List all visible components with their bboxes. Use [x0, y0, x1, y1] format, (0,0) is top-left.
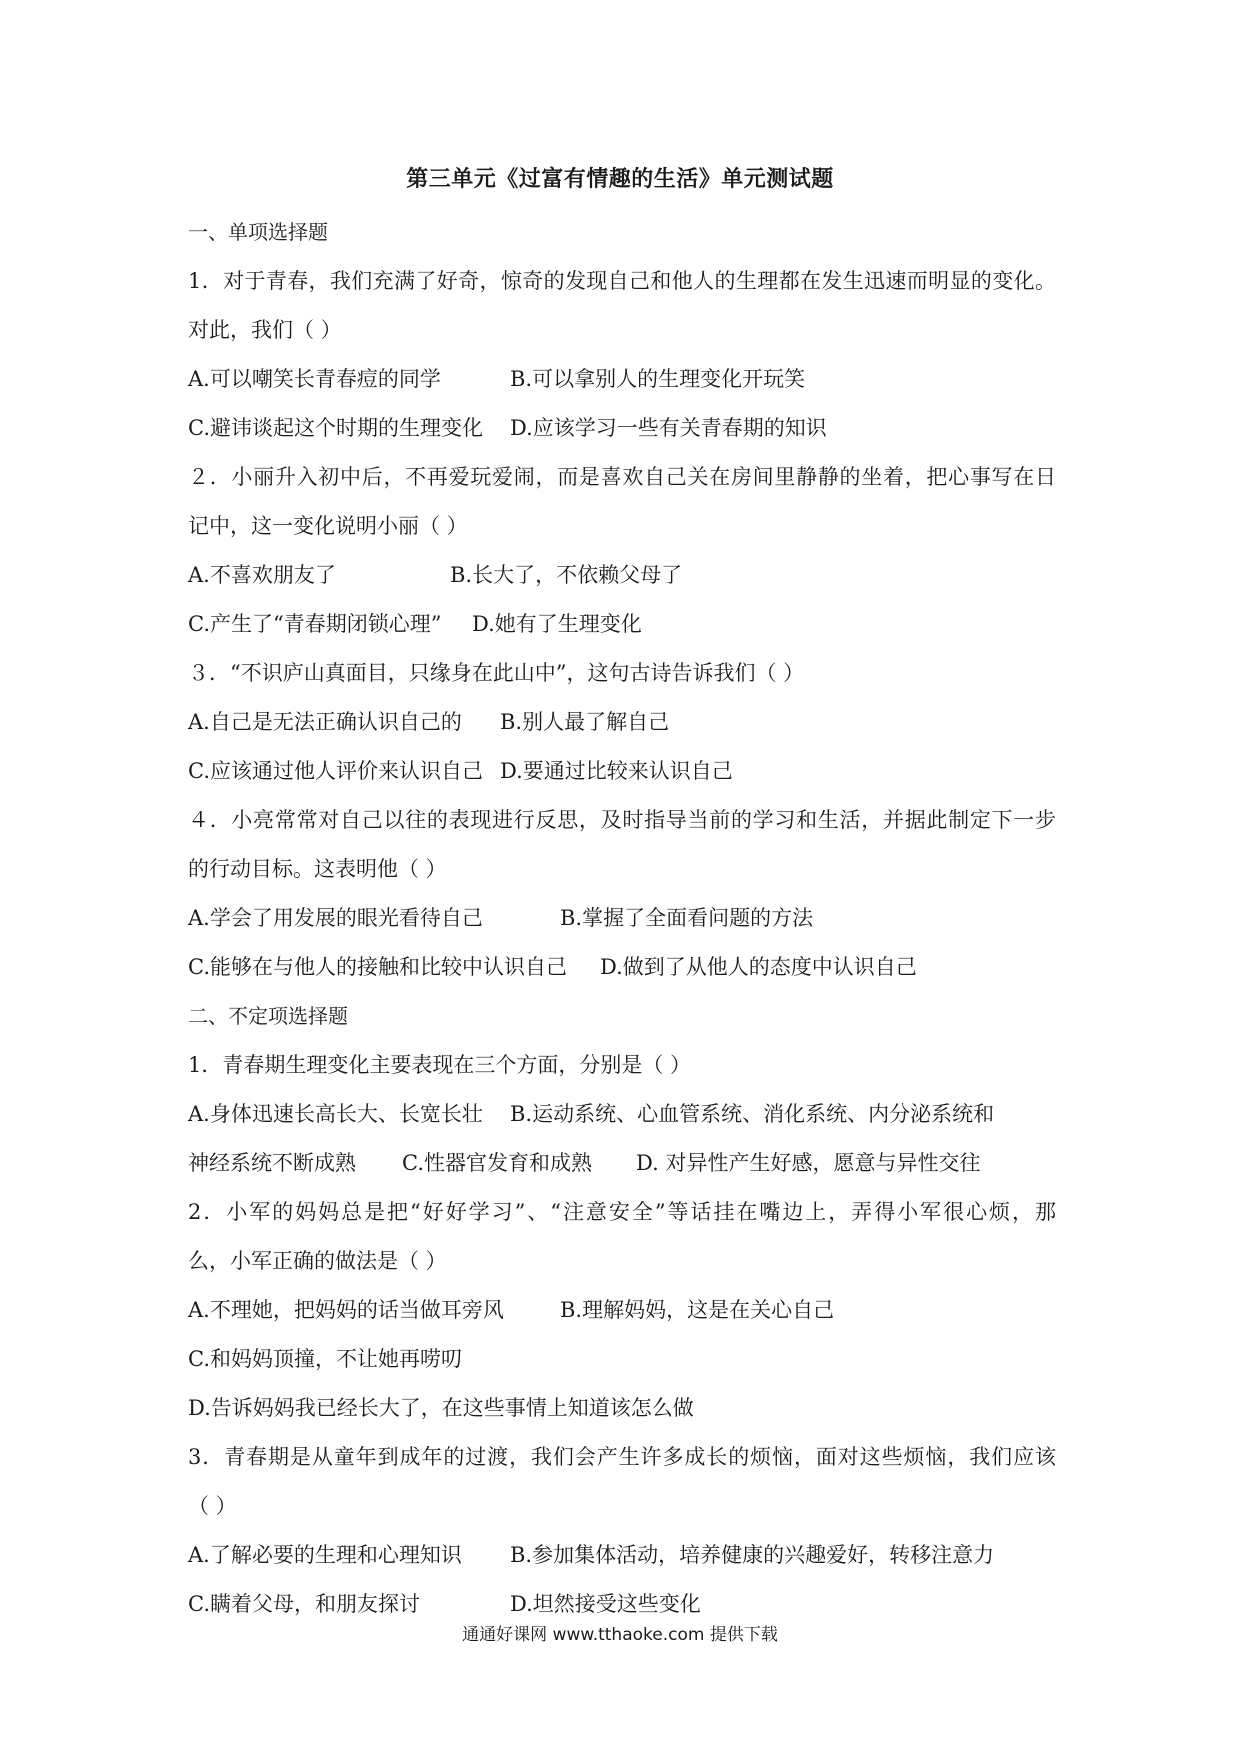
options-row: [188, 943, 1056, 992]
question-text: ４．小亮常常对自己以往的表现进行反思，及时指导当前的学习和生活，并据此制定下一步: [188, 808, 1056, 832]
question-text: ３．“不识庐山真面目，只缘身在此山中”，这句古诗告诉我们（ ）: [188, 661, 805, 685]
option-c: C.性器官发育和成熟: [402, 1151, 592, 1175]
section-heading-single-choice: 一、单项选择题: [188, 220, 328, 244]
page-title: 第三单元《过富有情趣的生活》单元测试题: [406, 167, 834, 192]
option-b: B.运动系统、心血管系统、消化系统、内分泌系统和: [510, 1102, 995, 1126]
options-row: [188, 551, 1056, 600]
question-text: 1．对于青春，我们充满了好奇，惊奇的发现自己和他人的生理都在发生迅速而明显的变化。: [188, 269, 1056, 293]
option-c: C.应该通过他人评价来认识自己: [188, 759, 483, 783]
question-text: 对此，我们（ ）: [188, 318, 342, 342]
option-b: B.长大了，不依赖父母了: [450, 563, 683, 587]
option-b: B.掌握了全面看问题的方法: [560, 906, 814, 930]
options-row: [188, 747, 1056, 796]
option-d: D.告诉妈妈我已经长大了，在这些事情上知道该怎么做: [188, 1396, 694, 1420]
question-text: 1．青春期生理变化主要表现在三个方面，分别是（ ）: [188, 1053, 692, 1077]
option-c: C.能够在与他人的接触和比较中认识自己: [188, 955, 567, 979]
option-c: C.瞒着父母，和朋友探讨: [188, 1592, 420, 1616]
question-text: 么，小军正确的做法是（ ）: [188, 1249, 447, 1273]
option-b: B.参加集体活动，培养健康的兴趣爱好，转移注意力: [510, 1543, 995, 1567]
question-text: 的行动目标。这表明他（ ）: [188, 857, 447, 881]
option-a: A.不喜欢朋友了: [188, 563, 336, 587]
option-a: A.了解必要的生理和心理知识: [188, 1543, 462, 1567]
document-body: [188, 208, 1056, 1629]
question-text: 2．小军的妈妈总是把“好好学习”、“注意安全”等话挂在嘴边上，弄得小军很心烦，那: [188, 1200, 1056, 1224]
option-d: D. 对异性产生好感，愿意与异性交往: [636, 1151, 981, 1175]
option-a: A.可以嘲笑长青春痘的同学: [188, 367, 441, 391]
options-row: [188, 1531, 1056, 1580]
page-footer: 通通好课网 www.tthaoke.com 提供下载: [462, 1625, 778, 1645]
option-a: A.身体迅速长高长大、长宽长壮: [188, 1102, 483, 1126]
option-d: D.要通过比较来认识自己: [500, 759, 733, 783]
option-d: D.坦然接受这些变化: [510, 1592, 701, 1616]
section-heading-multiple-choice: 二、不定项选择题: [188, 1004, 348, 1028]
option-d: D.她有了生理变化: [472, 612, 642, 636]
option-b: B.别人最了解自己: [500, 710, 670, 734]
option-c: C.产生了“青春期闭锁心理”: [188, 612, 442, 636]
options-row: [188, 1090, 1056, 1139]
options-row: [188, 894, 1056, 943]
options-row: [188, 698, 1056, 747]
question-text: ２．小丽升入初中后，不再爱玩爱闹，而是喜欢自己关在房间里静静的坐着，把心事写在日: [188, 465, 1056, 489]
option-c: C.避讳谈起这个时期的生理变化: [188, 416, 483, 440]
option-d: D.应该学习一些有关青春期的知识: [510, 416, 827, 440]
option-d: D.做到了从他人的态度中认识自己: [600, 955, 917, 979]
options-row: [188, 1139, 1056, 1188]
question-text: （ ）: [188, 1494, 237, 1518]
options-row: [188, 355, 1056, 404]
options-row: [188, 1286, 1056, 1335]
options-row: [188, 404, 1056, 453]
question-text: 3．青春期是从童年到成年的过渡，我们会产生许多成长的烦恼，面对这些烦恼，我们应该: [188, 1445, 1056, 1469]
option-b-continued: 神经系统不断成熟: [188, 1151, 356, 1175]
option-a: A.不理她，把妈妈的话当做耳旁风: [188, 1298, 504, 1322]
option-a: A.学会了用发展的眼光看待自己: [188, 906, 483, 930]
option-a: A.自己是无法正确认识自己的: [188, 710, 462, 734]
option-b: B.可以拿别人的生理变化开玩笑: [510, 367, 806, 391]
option-b: B.理解妈妈，这是在关心自己: [560, 1298, 835, 1322]
options-row: [188, 600, 1056, 649]
question-text: 记中，这一变化说明小丽（ ）: [188, 514, 468, 538]
option-c: C.和妈妈顶撞，不让她再唠叨: [188, 1347, 462, 1371]
